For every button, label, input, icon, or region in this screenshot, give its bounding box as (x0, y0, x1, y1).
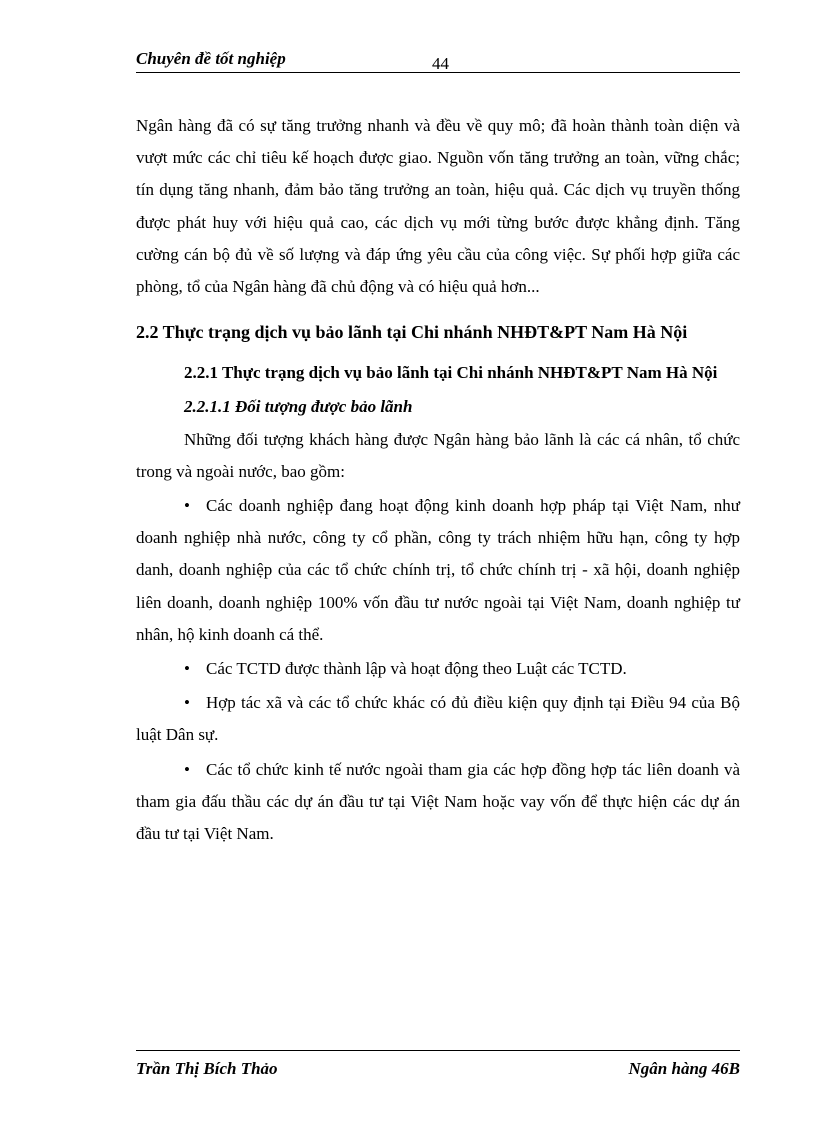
list-item-text: Các doanh nghiệp đang hoạt động kinh doanh hợp pháp tại Việt Nam, như doanh nghiệp nhà nước, công ty cổ phần, công ty trách nhiệm hữu hạn, công ty hợp danh, doanh nghiệp của các tổ chức chính trị, tổ chức chính trị - xã hội, doanh nghiệp liên doanh, doanh nghiệp 100% vốn đầu tư nước ngoài tại Việt Nam, doanh nghiệp tư nhân, hộ kinh doanh cá thể. (136, 496, 740, 644)
document-title: Chuyên đề tốt nghiệp (136, 49, 286, 68)
paragraph: Ngân hàng đã có sự tăng trưởng nhanh và đều về quy mô; đã hoàn thành toàn diện và vượt mức các chỉ tiêu kế hoạch được giao. Nguồn vốn tăng trưởng an toàn, vững chắc; tín dụng tăng nhanh, đảm bảo tăng trưởng an toàn, hiệu quả. Các dịch vụ truyền thống được phát huy với hiệu quả cao, các dịch vụ mới từng bước được khẳng định. Tăng cường cán bộ đủ về số lượng và đáp ứng yêu cầu của công việc. Sự phối hợp giữa các phòng, tổ của Ngân hàng đã chủ động và có hiệu quả hơn... (136, 116, 740, 297)
list-item (136, 754, 740, 851)
page-footer (136, 1050, 740, 1078)
bullet-icon: • (184, 693, 190, 713)
author-name: Trần Thị Bích Thảo (136, 1059, 278, 1078)
page-header (136, 46, 740, 73)
section-heading: 2.2 Thực trạng dịch vụ bảo lãnh tại Chi nhánh NHĐT&PT Nam Hà Nội (136, 322, 688, 343)
subsection-heading: 2.2.1 Thực trạng dịch vụ bảo lãnh tại Chi nhánh NHĐT&PT Nam Hà Nội (184, 363, 718, 383)
list-item (136, 653, 740, 685)
list-item-text: Các TCTD được thành lập và hoạt động theo Luật các TCTD. (206, 659, 627, 679)
intro-paragraph: Những đối tượng khách hàng được Ngân hàng bảo lãnh là các cá nhân, tổ chức trong và ngoài nước, bao gồm: (136, 429, 740, 481)
list-item (136, 687, 740, 751)
bullet-icon: • (184, 496, 190, 516)
page-number: 44 (432, 54, 449, 73)
bullet-icon: • (184, 759, 190, 779)
class-name: Ngân hàng 46B (628, 1059, 740, 1078)
list-item-text: Các tổ chức kinh tế nước ngoài tham gia các hợp đồng hợp tác liên doanh và tham gia đấu thầu các dự án đầu tư tại Việt Nam hoặc vay vốn để thực hiện các dự án đầu tư tại Việt Nam. (136, 759, 740, 844)
page-body (136, 110, 740, 850)
subsubsection-heading: 2.2.1.1 Đối tượng được bảo lãnh (184, 397, 413, 417)
bullet-icon: • (184, 659, 190, 679)
list-item (136, 490, 740, 651)
list-item-text: Hợp tác xã và các tổ chức khác có đủ điều kiện quy định tại Điều 94 của Bộ luật Dân sự. (136, 693, 740, 745)
